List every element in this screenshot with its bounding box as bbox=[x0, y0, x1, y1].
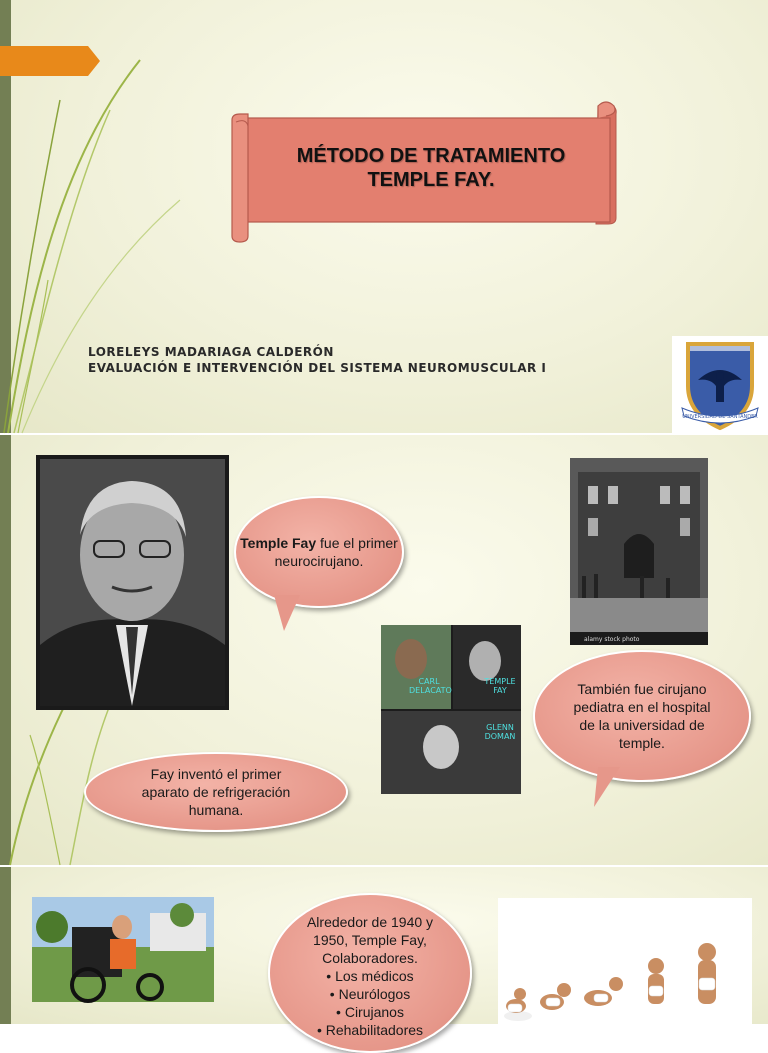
collaborators-list bbox=[317, 967, 423, 1039]
title-line-1: MÉTODO DE TRATAMIENTO bbox=[296, 145, 566, 167]
speech-bubble-neurosurgeon bbox=[234, 496, 404, 608]
temple-fay-portrait bbox=[36, 455, 229, 710]
slide-collaborators bbox=[0, 867, 768, 1038]
bubble-text: Fay inventó el primer aparato de refrigeración humana. bbox=[141, 766, 291, 818]
watermark-text: alamy stock photo bbox=[584, 636, 640, 643]
collaborators-collage bbox=[381, 625, 521, 794]
collage-label-doman: GLENN DOMAN bbox=[484, 723, 516, 741]
speech-bubble-refrigeration bbox=[84, 752, 348, 832]
bubble-text: fue el primer neurocirujano. bbox=[274, 535, 398, 569]
bubble-tail bbox=[270, 595, 310, 635]
hospital-building-photo bbox=[570, 458, 708, 645]
author-block bbox=[88, 344, 546, 376]
presentation-title bbox=[244, 144, 618, 192]
bubble-tail bbox=[590, 767, 630, 811]
title-line-2: TEMPLE FAY. bbox=[367, 169, 495, 191]
child-wheelchair-photo bbox=[32, 897, 214, 1002]
speech-bubble-collaborators bbox=[268, 893, 472, 1053]
list-item: • Rehabilitadores bbox=[317, 1021, 423, 1039]
shield-eagle-icon bbox=[672, 336, 768, 433]
bubble-text: También fue cirujano pediatra en el hospital de la universidad de temple. bbox=[573, 681, 711, 751]
speech-bubble-pediatric-surgeon bbox=[533, 650, 751, 782]
list-item: • Neurólogos bbox=[317, 985, 423, 1003]
slide-history bbox=[0, 435, 768, 865]
logo-text: UNIVERSIDAD DE SANTANDER bbox=[682, 414, 758, 420]
university-logo bbox=[672, 336, 768, 433]
bubble-intro: Alrededor de 1940 y 1950, Temple Fay, Colaboradores. bbox=[306, 914, 434, 966]
bubble-name-bold: Temple Fay bbox=[240, 535, 317, 551]
sidebar-bar bbox=[0, 867, 11, 1024]
baby-development-photo bbox=[498, 898, 752, 1024]
title-banner bbox=[226, 100, 618, 244]
course-name: EVALUACIÓN E INTERVENCIÓN DEL SISTEMA NEUROMUSCULAR I bbox=[88, 361, 547, 375]
slide-title bbox=[0, 0, 768, 433]
collage-label-delacato: CARL DELACATO bbox=[409, 677, 452, 695]
author-name: LORELEYS MADARIAGA CALDERÓN bbox=[88, 345, 334, 359]
list-item: • Cirujanos bbox=[317, 1003, 423, 1021]
orange-arrow-accent bbox=[0, 46, 100, 76]
collage-label-fay: TEMPLE FAY bbox=[484, 677, 516, 695]
list-item: • Los médicos bbox=[317, 967, 423, 985]
